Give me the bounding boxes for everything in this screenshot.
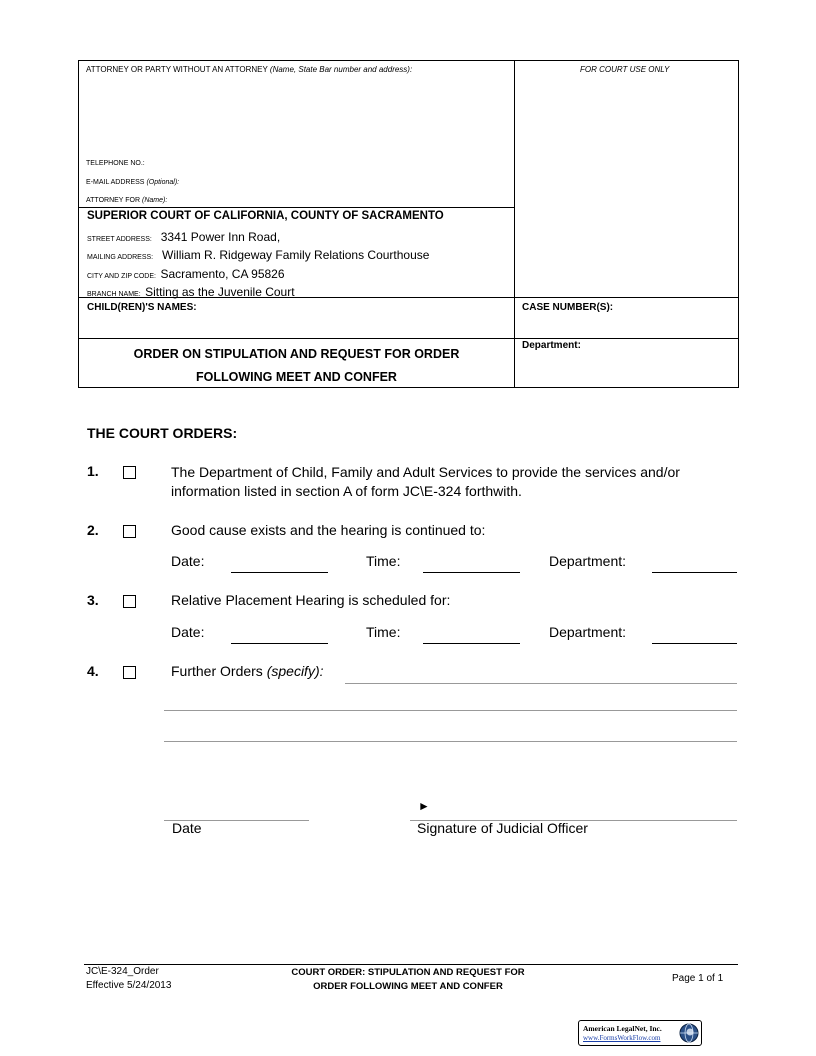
footer-page: Page 1 of 1 — [672, 973, 724, 984]
item3-number: 3. — [87, 592, 99, 608]
item4-number: 4. — [87, 663, 99, 679]
item4-checkbox[interactable] — [123, 666, 136, 679]
item3-department-field[interactable] — [652, 643, 737, 644]
item3-time-field[interactable] — [423, 643, 520, 644]
item3-department-label: Department: — [549, 624, 627, 640]
children-names-label: CHILD(REN)'S NAMES: — [87, 302, 197, 313]
court-name: SUPERIOR COURT OF CALIFORNIA, COUNTY OF SACRAMENTO — [87, 210, 444, 222]
date-signature-label: Date — [172, 820, 202, 836]
american-legalnet-logo[interactable] — [578, 1020, 702, 1046]
item2-department-label: Department: — [549, 553, 627, 569]
signature-arrow-icon: ► — [418, 799, 430, 813]
item1-number: 1. — [87, 463, 99, 479]
footer-rule — [84, 964, 738, 965]
form-title-line1: ORDER ON STIPULATION AND REQUEST FOR ORDER — [133, 347, 460, 361]
item4-field-line3[interactable] — [164, 741, 737, 742]
item2-text: Good cause exists and the hearing is continued to: — [171, 522, 486, 538]
attorney-for-label: ATTORNEY FOR (Name): — [86, 197, 168, 204]
court-use-label: FOR COURT USE ONLY — [580, 65, 670, 74]
footer-form-id: JC\E-324_Order — [86, 966, 159, 977]
item3-text: Relative Placement Hearing is scheduled for: — [171, 592, 451, 608]
city-zip: CITY AND ZIP CODE: Sacramento, CA 95826 — [87, 267, 285, 281]
footer-title-line1: COURT ORDER: STIPULATION AND REQUEST FOR — [291, 967, 525, 978]
department-label: Department: — [522, 340, 581, 351]
item4-field-line2[interactable] — [164, 710, 737, 711]
divider-attorney-court — [78, 207, 515, 208]
item3-time-label: Time: — [366, 624, 401, 640]
globe-icon — [679, 1023, 699, 1043]
logo-url[interactable]: www.FormsWorkFlow.com — [583, 1034, 661, 1042]
street-address: STREET ADDRESS: 3341 Power Inn Road, — [87, 230, 281, 244]
logo-company: American LegalNet, Inc. — [583, 1024, 662, 1033]
judicial-signature-label: Signature of Judicial Officer — [417, 820, 588, 836]
item2-date-field[interactable] — [231, 572, 328, 573]
item2-time-field[interactable] — [423, 572, 520, 573]
item2-date-label: Date: — [171, 553, 205, 569]
item3-date-label: Date: — [171, 624, 205, 640]
form-title — [78, 343, 515, 389]
item2-department-field[interactable] — [652, 572, 737, 573]
item1-line2: information listed in section A of form JC\E-324 forthwith. — [171, 483, 522, 499]
item2-number: 2. — [87, 522, 99, 538]
item1-line1: The Department of Child, Family and Adult Services to provide the services and/or — [171, 464, 680, 480]
footer-title-line2: ORDER FOLLOWING MEET AND CONFER — [313, 981, 503, 992]
divider-title — [78, 338, 739, 339]
item1-text — [171, 463, 680, 501]
item2-checkbox[interactable] — [123, 525, 136, 538]
item3-date-field[interactable] — [231, 643, 328, 644]
attorney-label: ATTORNEY OR PARTY WITHOUT AN ATTORNEY (Name, State Bar number and address): — [86, 65, 413, 74]
case-number-label: CASE NUMBER(S): — [522, 302, 614, 313]
footer-effective: Effective 5/24/2013 — [86, 980, 172, 991]
form-title-line2: FOLLOWING MEET AND CONFER — [196, 370, 397, 384]
email-label: E-MAIL ADDRESS (Optional): — [86, 179, 180, 186]
telephone-label: TELEPHONE NO.: — [86, 160, 145, 167]
item3-checkbox[interactable] — [123, 595, 136, 608]
court-orders-heading: THE COURT ORDERS: — [87, 425, 238, 441]
item2-time-label: Time: — [366, 553, 401, 569]
footer-title — [260, 966, 556, 994]
branch-name: BRANCH NAME: Sitting as the Juvenile Court — [87, 285, 295, 299]
item1-checkbox[interactable] — [123, 466, 136, 479]
item4-field-line1[interactable] — [345, 683, 737, 684]
mailing-address: MAILING ADDRESS: William R. Ridgeway Family Relations Courthouse — [87, 248, 430, 262]
item4-text: Further Orders (specify): — [171, 663, 324, 679]
